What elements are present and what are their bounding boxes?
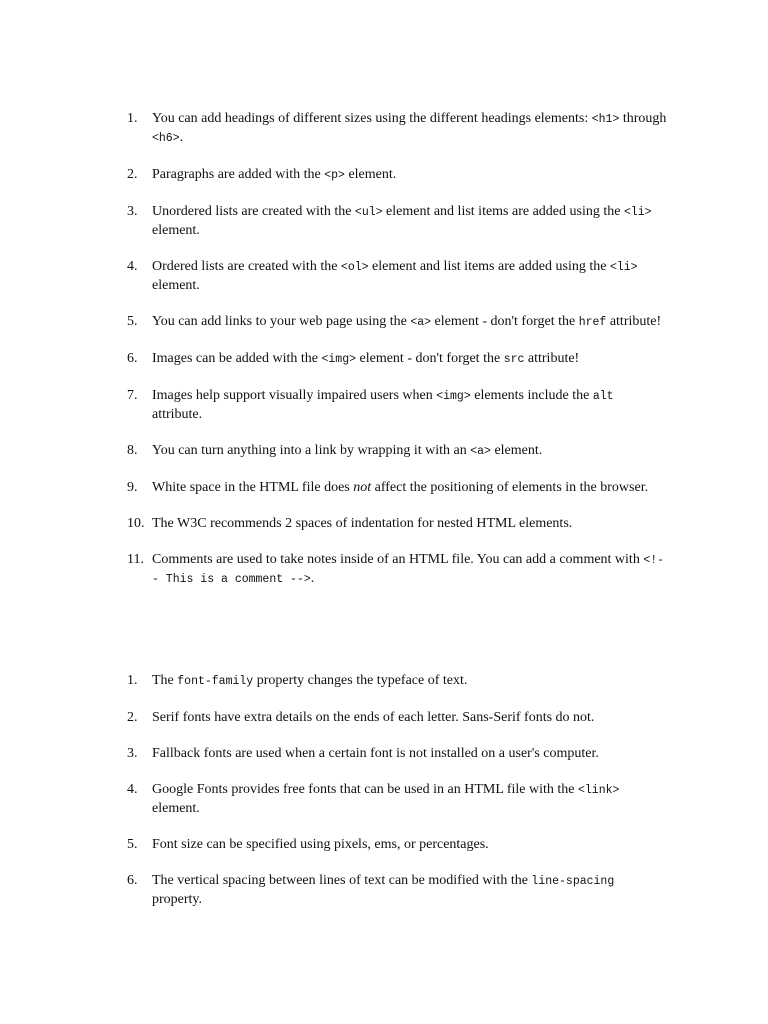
list-item-text (152, 480, 648, 495)
text-run: affect the positioning of elements in the browser. (371, 480, 649, 495)
text-run: Ordered lists are created with the (152, 259, 341, 274)
list-number: 1. (127, 111, 138, 126)
list-number: 6. (127, 873, 138, 888)
text-run: Images help support visually impaired users when (152, 388, 437, 403)
text-run: . (179, 130, 184, 145)
list-number: 9. (127, 480, 138, 495)
text-run: White space in the HTML file does (152, 480, 354, 495)
text-run: element. (152, 223, 200, 238)
css-fonts-list (127, 672, 667, 927)
list-item-text (152, 204, 652, 238)
list-item (127, 745, 667, 763)
code-snippet: <li> (609, 261, 638, 274)
code-snippet: <h1> (591, 113, 620, 126)
list-number: 5. (127, 837, 138, 852)
text-run: Font size can be specified using pixels, ems, or percentages. (152, 837, 489, 852)
list-item-text (152, 259, 638, 293)
list-item-text (152, 673, 467, 688)
list-item-text (152, 314, 661, 329)
text-run: The vertical spacing between lines of text can be modified with the (152, 873, 532, 888)
code-snippet: src (503, 353, 525, 366)
text-run: You can turn anything into a link by wrapping it with an (152, 443, 471, 458)
emphasized-text: not (353, 480, 372, 495)
text-run: element. (152, 278, 200, 293)
list-item-text (152, 837, 489, 852)
text-run: element and list items are added using the (368, 259, 610, 274)
list-item (127, 442, 667, 461)
code-snippet: <ul> (354, 206, 383, 219)
list-number: 11. (127, 552, 144, 567)
list-number: 6. (127, 351, 138, 366)
text-run: attribute. (152, 407, 203, 422)
text-run: . (310, 571, 315, 586)
text-run: element. (490, 443, 543, 458)
text-run: attribute! (524, 351, 580, 366)
code-snippet: <ol> (340, 261, 369, 274)
list-item (127, 672, 667, 691)
list-number: 5. (127, 314, 138, 329)
code-snippet: href (578, 316, 607, 329)
list-item-text (152, 782, 619, 816)
list-item-text (152, 167, 396, 182)
list-item (127, 350, 667, 369)
list-number: 10. (127, 516, 145, 531)
list-item (127, 387, 667, 424)
list-number: 4. (127, 259, 138, 274)
text-run: Unordered lists are created with the (152, 204, 355, 219)
list-item (127, 551, 667, 589)
list-item (127, 313, 667, 332)
list-number: 3. (127, 746, 138, 761)
text-run: element. (152, 801, 200, 816)
list-number: 3. (127, 204, 138, 219)
list-item (127, 110, 667, 148)
list-item-text (152, 111, 666, 145)
list-item-text (152, 746, 599, 761)
text-run: element and list items are added using the (382, 204, 624, 219)
text-run: You can add headings of different sizes using the different headings elements: (152, 111, 592, 126)
code-snippet: <img> (321, 353, 357, 366)
text-run: Paragraphs are added with the (152, 167, 325, 182)
code-snippet: <p> (324, 169, 345, 182)
text-run: Fallback fonts are used when a certain font is not installed on a user's computer. (152, 746, 599, 761)
text-run: Serif fonts have extra details on the ends of each letter. Sans-Serif fonts do not. (152, 710, 595, 725)
list-item-text (152, 552, 664, 586)
text-run: property changes the typeface of text. (253, 673, 468, 688)
text-run: element - don't forget the (356, 351, 504, 366)
list-number: 4. (127, 782, 138, 797)
code-snippet: <img> (436, 390, 471, 403)
code-snippet: <h6> (152, 132, 180, 145)
text-run: property. (152, 892, 203, 907)
text-run: through (619, 111, 667, 126)
code-snippet: font-family (177, 675, 254, 688)
text-run: The (152, 673, 178, 688)
text-run: The W3C recommends 2 spaces of indentation for nested HTML elements. (152, 516, 573, 531)
list-item-text (152, 351, 579, 366)
list-item-text (152, 516, 572, 531)
list-item (127, 515, 667, 533)
text-run: Comments are used to take notes inside of an HTML file. You can add a comment with (152, 552, 644, 567)
code-snippet: <a> (470, 445, 491, 458)
list-number: 1. (127, 673, 138, 688)
list-number: 2. (127, 710, 138, 725)
text-run: elements include the (470, 388, 593, 403)
list-item (127, 258, 667, 295)
list-item-text (152, 710, 594, 725)
text-run: You can add links to your web page using the (152, 314, 411, 329)
list-item (127, 166, 667, 185)
list-item-text (152, 873, 614, 907)
list-item-text (152, 388, 614, 422)
list-item (127, 872, 667, 909)
list-item (127, 836, 667, 854)
text-run: element. (344, 167, 397, 182)
html-basics-list (127, 110, 667, 607)
code-snippet: <link> (578, 784, 620, 797)
list-number: 2. (127, 167, 138, 182)
code-snippet: alt (592, 390, 614, 403)
text-run: element - don't forget the (431, 314, 579, 329)
text-run: Google Fonts provides free fonts that can be used in an HTML file with the (152, 782, 578, 797)
list-item-text (152, 443, 542, 458)
list-number: 8. (127, 443, 138, 458)
text-run: Images can be added with the (152, 351, 322, 366)
list-number: 7. (127, 388, 138, 403)
code-snippet: line-spacing (531, 875, 615, 888)
list-item (127, 479, 667, 497)
code-snippet: <li> (623, 206, 652, 219)
list-item (127, 203, 667, 240)
list-item (127, 781, 667, 818)
text-run: attribute! (606, 314, 662, 329)
code-snippet: <a> (410, 316, 432, 329)
list-item (127, 709, 667, 727)
code-snippet: <!-- This is a comment --> (152, 554, 665, 586)
